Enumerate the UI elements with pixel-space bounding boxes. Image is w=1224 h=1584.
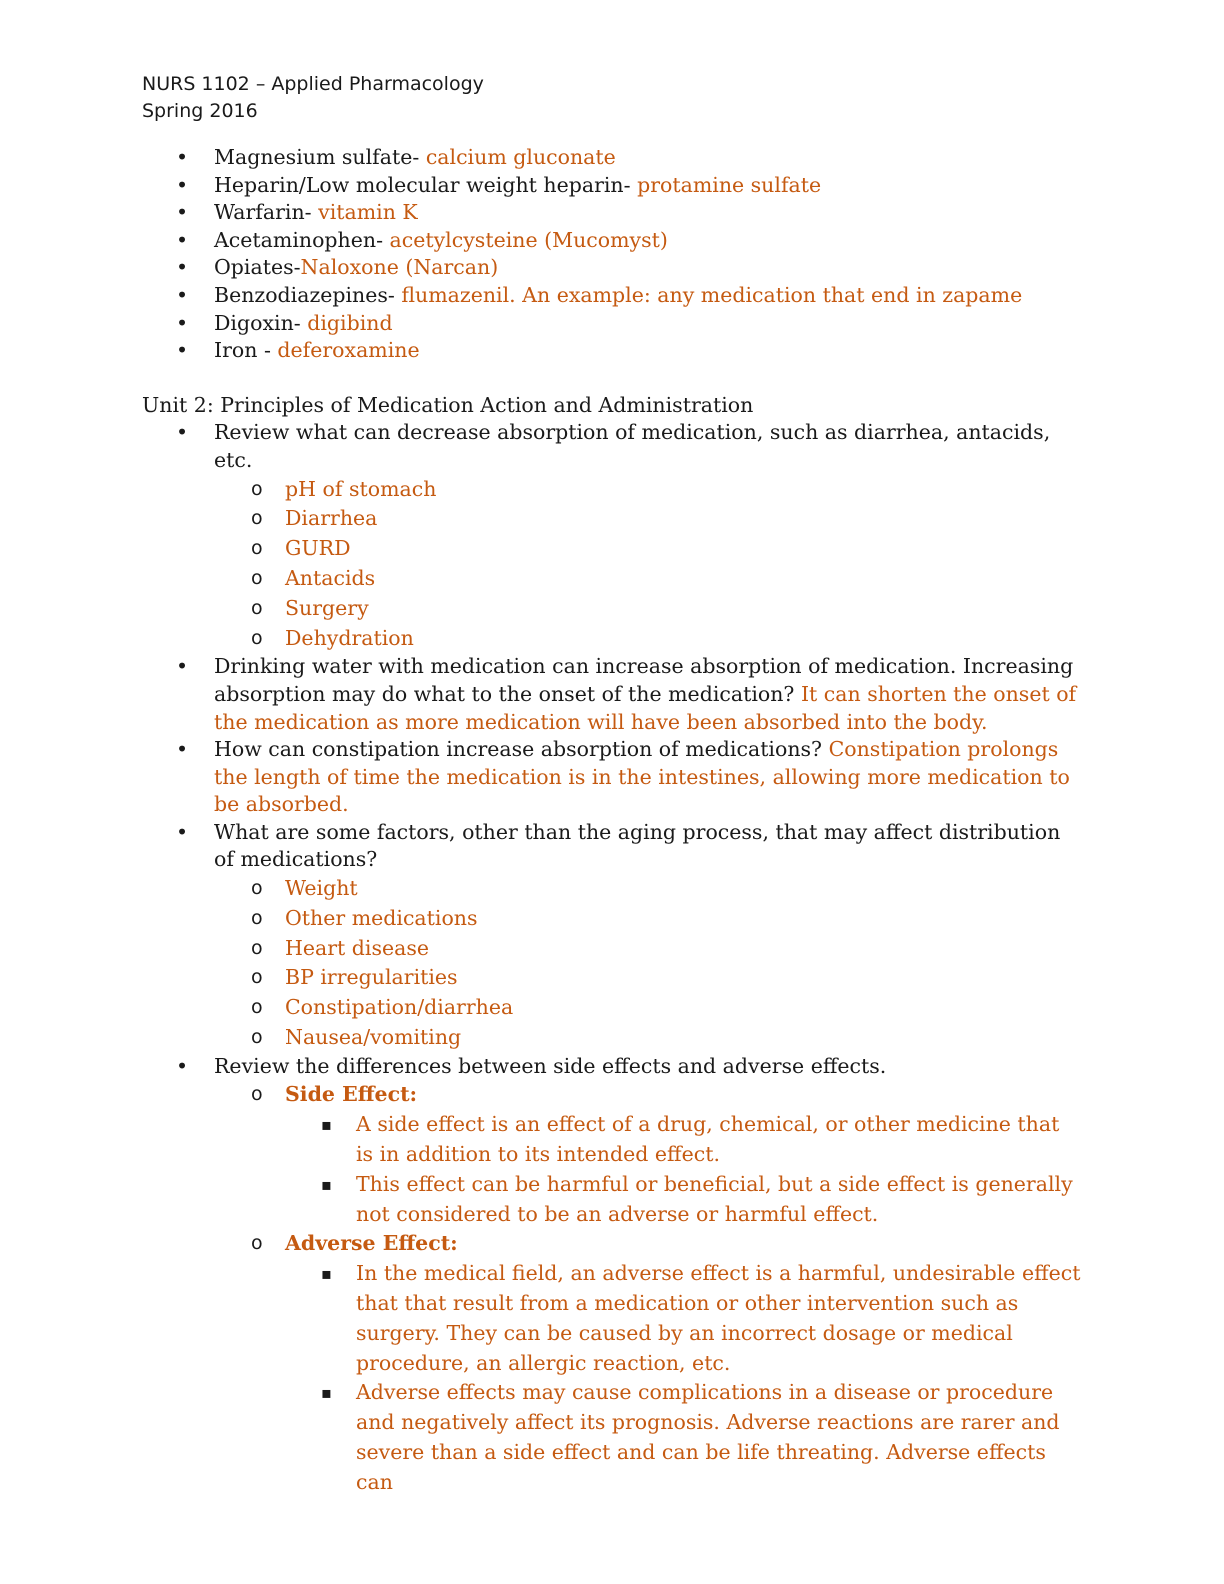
adverse-effect-title: Adverse Effect: (285, 1231, 458, 1256)
absorption-question: • Review what can decrease absorption of medication, such as diarrhea, antacids, etc. o pH of stomach o Diarrhea o GURD o Antacids o Surgery o Dehydration (142, 419, 1082, 653)
list-item: • Benzodiazepines- flumazenil. An example: any medication that end in zapame (142, 282, 1082, 310)
antidote-list (142, 144, 1082, 365)
list-item: ▪ This effect can be harmful or beneficial, but a side effect is generally not considered to be an adverse or harmful effect. (285, 1170, 1082, 1230)
list-item: o pH of stomach (214, 475, 1082, 505)
list-item: • Opiates-Naloxone (Narcan) (142, 254, 1082, 282)
term-label: Spring 2016 (142, 100, 258, 122)
list-item: o Diarrhea (214, 504, 1082, 534)
side-effect-section (214, 1080, 1082, 1229)
absorption-answers (214, 475, 1082, 654)
water-question: • Drinking water with medication can increase absorption of medication. Increasing absorption may do what to the onset of the medication? It can shorten the onset of the medication as more medication will have been absorbed into the body. (142, 653, 1082, 736)
list-item: ▪ A side effect is an effect of a drug, chemical, or other medicine that is in addition to its intended effect. (285, 1110, 1082, 1170)
list-item: o Other medications (214, 904, 1082, 934)
course-title: NURS 1102 – Applied Pharmacology (142, 73, 484, 95)
effects-question: • Review the differences between side effects and adverse effects. o Side Effect: ▪ A side effect is an effect of a drug, chemical, or other medicine that is in addition to its intended effect. ▪ This effect can be harmful or beneficial, but a side effect is generally not considered to be an adverse or harmful effect. o Adverse Effect: ▪ In the medical field, an adverse effect is a harmful, undesirable effect that that result from a medication or other intervention such as surgery. They can be caused by an incorrect dosage or medical procedure, an allergic reaction, etc. ▪ Adverse effects may cause complications in a disease or procedure and negatively affect its prognosis. Adverse reactions are rarer and severe than a side effect and can be life threating. Adverse effects can (142, 1053, 1082, 1498)
adverse-effect-points (285, 1259, 1082, 1497)
side-effect-title: Side Effect: (285, 1082, 418, 1107)
distribution-question: • What are some factors, other than the aging process, that may affect distribution of medications? o Weight o Other medications o Heart disease o BP irregularities o Constipation/diarrhea o Nausea/vomiting (142, 819, 1082, 1053)
adverse-effect-section (214, 1229, 1082, 1497)
list-item: o Antacids (214, 564, 1082, 594)
list-item: • Magnesium sulfate- calcium gluconate (142, 144, 1082, 172)
unit-heading: Unit 2: Principles of Medication Action and Administration (142, 392, 754, 417)
distribution-answers (214, 874, 1082, 1053)
list-item: o BP irregularities (214, 963, 1082, 993)
list-item: • Heparin/Low molecular weight heparin- protamine sulfate (142, 172, 1082, 200)
side-effect-points (285, 1110, 1082, 1229)
list-item: • Warfarin- vitamin K (142, 199, 1082, 227)
constipation-question: • How can constipation increase absorption of medications? Constipation prolongs the length of time the medication is in the intestines, allowing more medication to be absorbed. (142, 736, 1082, 819)
list-item: • Acetaminophen- acetylcysteine (Mucomyst) (142, 227, 1082, 255)
list-item: • Digoxin- digibind (142, 310, 1082, 338)
list-item: o Heart disease (214, 934, 1082, 964)
list-item: o Nausea/vomiting (214, 1023, 1082, 1053)
effects-subsections (214, 1080, 1082, 1497)
list-item: o Surgery (214, 594, 1082, 624)
list-item: o Constipation/diarrhea (214, 993, 1082, 1023)
list-item: o Dehydration (214, 624, 1082, 654)
unit2-question-list (142, 419, 1082, 1497)
list-item: • Iron - deferoxamine (142, 337, 1082, 365)
list-item: o GURD (214, 534, 1082, 564)
document-header (142, 71, 484, 125)
list-item: ▪ Adverse effects may cause complications in a disease or procedure and negatively affect its prognosis. Adverse reactions are rarer and severe than a side effect and can be life threating. Adverse effects can (285, 1378, 1082, 1497)
list-item: o Weight (214, 874, 1082, 904)
document-body (142, 144, 1082, 1498)
list-item: ▪ In the medical field, an adverse effect is a harmful, undesirable effect that that result from a medication or other intervention such as surgery. They can be caused by an incorrect dosage or medical procedure, an allergic reaction, etc. (285, 1259, 1082, 1378)
